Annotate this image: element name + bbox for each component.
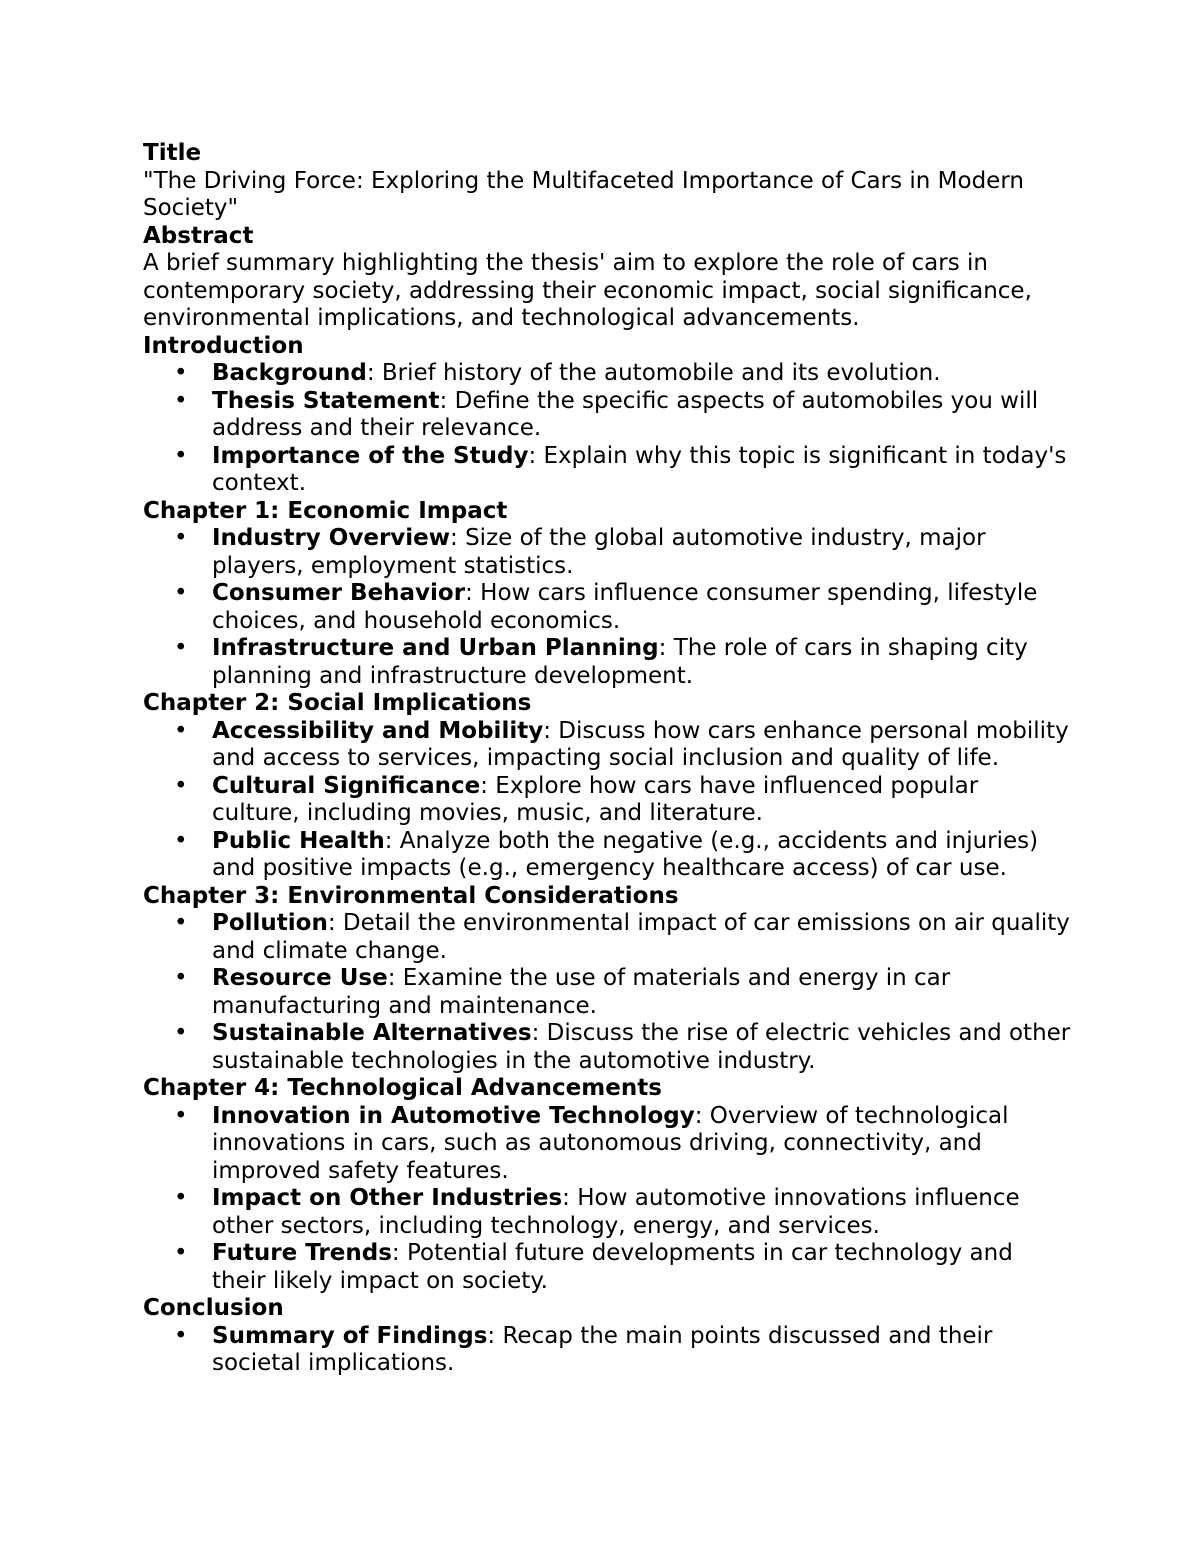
item-text: : Size of the global automotive industry, major players, employment statistics. [212, 525, 986, 579]
bullet-icon: • [174, 772, 188, 799]
list-item [143, 1323, 1073, 1378]
bullet-icon: • [174, 580, 188, 606]
section-heading-conclusion: Conclusion [143, 1295, 284, 1321]
item-text: : Detail the environmental impact of car emissions on air quality and climate change. [212, 910, 1070, 964]
item-text: : Brief history of the automobile and its evolution. [366, 360, 941, 386]
item-text: : The role of cars in shaping city planning and infrastructure development. [212, 635, 1028, 689]
item-text: : Potential future developments in car technology and their likely impact on society. [212, 1240, 1013, 1294]
list-item [143, 360, 1073, 388]
item-term: Innovation in Automotive Technology [212, 1102, 695, 1129]
introduction-list [143, 360, 1073, 498]
item-term: Cultural Significance [212, 772, 481, 799]
item-text: : Explore how cars have influenced popular culture, including movies, music, and literature. [212, 772, 979, 826]
section-heading-chapter-3: Chapter 3: Environmental Considerations [143, 882, 679, 909]
item-text: : Discuss how cars enhance personal mobility and access to services, impacting social inclusion and quality of life. [212, 717, 1069, 771]
item-term: Future Trends [212, 1240, 392, 1266]
bullet-icon: • [174, 635, 188, 661]
list-item [143, 525, 1073, 580]
section-heading-chapter-4: Chapter 4: Technological Advancements [143, 1075, 662, 1101]
item-term: Infrastructure and Urban Planning [212, 635, 659, 661]
outline-sections [143, 333, 1073, 1378]
bullet-icon: • [174, 1020, 188, 1046]
item-term: Resource Use [212, 965, 388, 991]
list-item [143, 443, 1073, 498]
bullet-icon: • [174, 1185, 188, 1211]
section-heading-chapter-2: Chapter 2: Social Implications [143, 690, 532, 716]
bullet-icon: • [174, 717, 188, 744]
item-term: Public Health [212, 827, 385, 854]
chapter-2-list [143, 718, 1073, 883]
item-text: : How cars influence consumer spending, lifestyle choices, and household economics. [212, 580, 1038, 634]
item-text: : Define the specific aspects of automobiles you will address and their relevance. [212, 387, 1039, 441]
item-term: Consumer Behavior [212, 580, 466, 606]
item-text: : How automotive innovations influence other sectors, including technology, energy, and services. [212, 1185, 1020, 1239]
item-text: : Overview of technological innovations in cars, such as autonomous driving, connectivity, and improved safety features. [212, 1102, 1009, 1184]
title-text: "The Driving Force: Exploring the Multifaceted Importance of Cars in Modern Society" [143, 167, 1024, 221]
item-text: : Recap the main points discussed and their societal implications. [212, 1322, 993, 1376]
title-heading: Title [143, 140, 202, 166]
item-term: Background [212, 360, 367, 386]
chapter-4-list [143, 1103, 1073, 1296]
list-item [143, 828, 1073, 883]
document-page [143, 140, 1073, 1378]
list-item [143, 1020, 1073, 1075]
item-term: Summary of Findings [212, 1322, 488, 1349]
item-text: : Analyze both the negative (e.g., accidents and injuries) and positive impacts (e.g., emergency healthcare access) of car use. [212, 827, 1039, 881]
list-item [143, 773, 1073, 828]
bullet-icon: • [174, 525, 188, 551]
list-item [143, 965, 1073, 1020]
item-term: Sustainable Alternatives [212, 1020, 532, 1046]
item-term: Accessibility and Mobility [212, 717, 544, 744]
bullet-icon: • [174, 965, 188, 991]
list-item [143, 718, 1073, 773]
abstract-heading: Abstract [143, 222, 254, 249]
item-term: Impact on Other Industries [212, 1185, 563, 1211]
list-item [143, 1185, 1073, 1240]
conclusion-list [143, 1323, 1073, 1378]
bullet-icon: • [174, 1102, 188, 1129]
list-item [143, 580, 1073, 635]
bullet-icon: • [174, 360, 188, 386]
bullet-icon: • [174, 910, 188, 936]
list-item [143, 1240, 1073, 1295]
chapter-1-list [143, 525, 1073, 690]
bullet-icon: • [174, 1322, 188, 1349]
list-item [143, 388, 1073, 443]
item-text: : Explain why this topic is significant in today's context. [212, 442, 1067, 496]
bullet-icon: • [174, 1240, 188, 1266]
list-item [143, 635, 1073, 690]
item-text: : Discuss the rise of electric vehicles and other sustainable technologies in the automotive industry. [212, 1020, 1071, 1074]
bullet-icon: • [174, 387, 188, 414]
item-term: Importance of the Study [212, 442, 529, 469]
list-item [143, 910, 1073, 965]
item-term: Pollution [212, 910, 328, 936]
section-heading-introduction: Introduction [143, 332, 304, 359]
chapter-3-list [143, 910, 1073, 1075]
section-heading-chapter-1: Chapter 1: Economic Impact [143, 497, 508, 524]
item-term: Thesis Statement [212, 387, 440, 414]
abstract-text: A brief summary highlighting the thesis' aim to explore the role of cars in contemporary society, addressing their economic impact, social significance, environmental implications, and technological advancements. [143, 250, 1032, 331]
list-item [143, 1103, 1073, 1186]
bullet-icon: • [174, 442, 188, 469]
bullet-icon: • [174, 827, 188, 854]
item-term: Industry Overview [212, 525, 451, 551]
item-text: : Examine the use of materials and energy in car manufacturing and maintenance. [212, 965, 951, 1019]
